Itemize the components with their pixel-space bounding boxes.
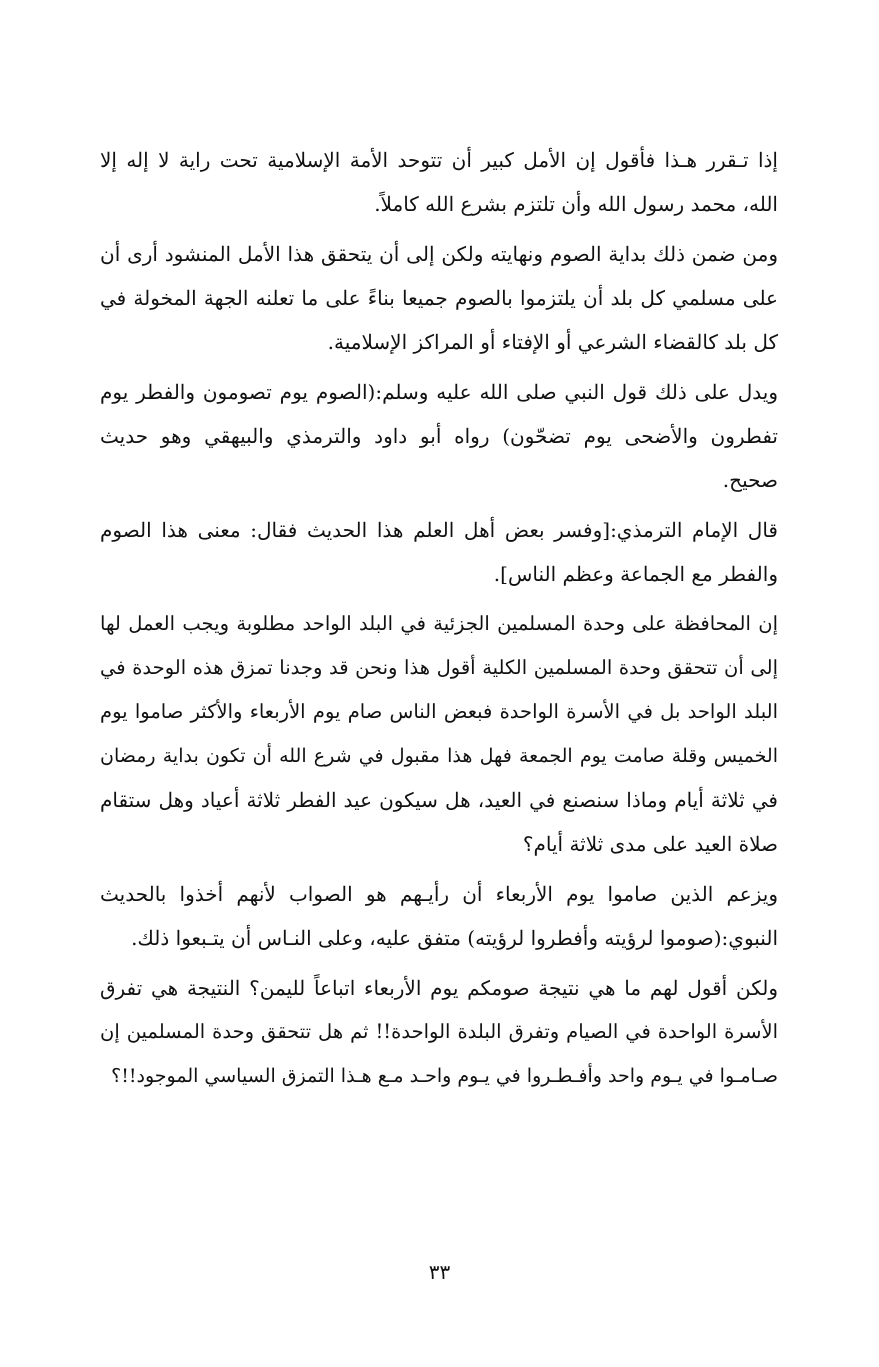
text-line: في ثلاثة أيام وماذا سنصنع في العيد، هل سيكون عيد الفطر ثلاثة أعياد وهل ستقام bbox=[100, 788, 778, 812]
text-line: النبوي:(صوموا لرؤيته وأفطروا لرؤيته) متفق عليه، وعلى النـاس أن يتـبعوا ذلك. bbox=[131, 926, 778, 950]
text-line: إن المحافظة على وحدة المسلمين الجزئية في البلد الواحد مطلوبة ويجب العمل لها bbox=[100, 612, 778, 635]
text-line: ولكن أقول لهم ما هي نتيجة صومكم يوم الأربعاء اتباعاً لليمن؟ النتيجة هي تفرق bbox=[100, 976, 778, 1000]
paragraph bbox=[100, 370, 778, 502]
paragraph bbox=[100, 508, 778, 596]
text-line: إلى أن تتحقق وحدة المسلمين الكلية أقول هذا ونحن قد وجدنا تمزق هذه الوحدة في bbox=[100, 656, 778, 679]
text-line: ومن ضمن ذلك بداية الصوم ونهايته ولكن إلى أن يتحقق هذا الأمل المنشود أرى أن bbox=[100, 242, 778, 266]
text-line: كل بلد كالقضاء الشرعي أو الإفتاء أو المراكز الإسلامية. bbox=[327, 330, 778, 354]
text-line: الأسرة الواحدة في الصيام وتفرق البلدة الواحدة!! ثم هل تتحقق وحدة المسلمين إن bbox=[100, 1020, 778, 1043]
paragraph bbox=[100, 232, 778, 364]
text-line: البلد الواحد بل في الأسرة الواحدة فبعض الناس صام يوم الأربعاء والأكثر صاموا يوم bbox=[100, 700, 778, 723]
paragraph bbox=[100, 602, 778, 866]
body-text bbox=[100, 138, 778, 1104]
text-line: الله، محمد رسول الله وأن تلتزم بشرع الله كاملاً. bbox=[374, 192, 778, 216]
paragraph bbox=[100, 966, 778, 1098]
page-number: ٣٣ bbox=[428, 1260, 451, 1284]
text-line: الخميس وقلة صامت يوم الجمعة فهل هذا مقبول في شرع الله أن تكون بداية رمضان bbox=[100, 745, 778, 767]
text-line: ويزعم الذين صاموا يوم الأربعاء أن رأيـهم هو الصواب لأنهم أخذوا بالحديث bbox=[100, 882, 778, 906]
text-line: قال الإمام الترمذي:[وفسر بعض أهل العلم هذا الحديث فقال: معنى هذا الصوم bbox=[100, 518, 778, 542]
text-line: إذا تـقرر هـذا فأقول إن الأمل كبير أن تتوحد الأمة الإسلامية تحت راية لا إله إلا bbox=[100, 148, 778, 172]
text-line: صلاة العيد على مدى ثلاثة أيام؟ bbox=[522, 832, 778, 856]
paragraph bbox=[100, 872, 778, 960]
text-line: على مسلمي كل بلد أن يلتزموا بالصوم جميعا بناءً على ما تعلنه الجهة المخولة في bbox=[100, 286, 778, 310]
text-line: صحيح. bbox=[722, 468, 778, 492]
text-line: صـامـوا في يـوم واحد وأفـطـروا في يـوم واحـد مـع هـذا التمزق السياسي الموجود!!؟ bbox=[111, 1065, 778, 1087]
text-line: والفطر مع الجماعة وعظم الناس]. bbox=[493, 562, 778, 586]
text-line: ويدل على ذلك قول النبي صلى الله عليه وسلم:(الصوم يوم تصومون والفطر يوم bbox=[100, 380, 778, 404]
paragraph bbox=[100, 138, 778, 226]
text-line: تفطرون والأضحى يوم تضحّون) رواه أبو داود والترمذي والبيهقي وهو حديث bbox=[100, 424, 778, 448]
